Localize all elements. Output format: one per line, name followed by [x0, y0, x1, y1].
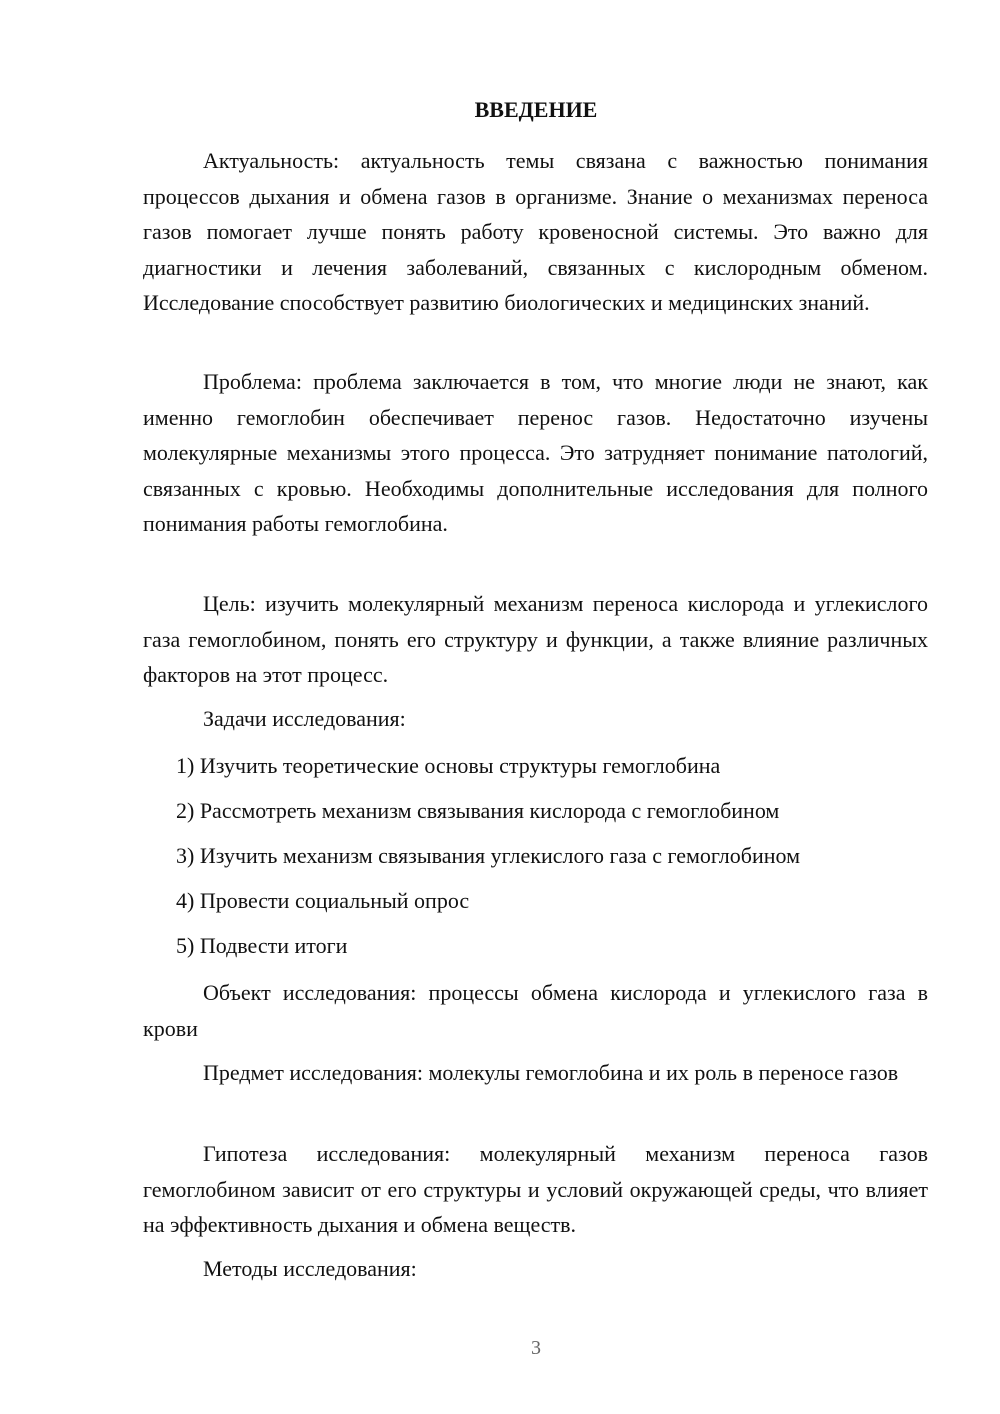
paragraph-subject: Предмет исследования: молекулы гемоглобина и их роль в переносе газов — [203, 1060, 899, 1085]
methods-heading: Методы исследования: — [203, 1256, 417, 1281]
paragraph-object: Объект исследования: процессы обмена кислорода и углекислого газа в крови — [143, 980, 928, 1041]
list-item: 3) Изучить механизм связывания углекислого газа с гемоглобином — [176, 843, 801, 868]
page-title: ВВЕДЕНИЕ — [474, 97, 598, 122]
list-item: 2) Рассмотреть механизм связывания кислорода с гемоглобином — [176, 798, 780, 823]
list-item: 1) Изучить теоретические основы структуры гемоглобина — [176, 753, 721, 778]
paragraph-problem: Проблема: проблема заключается в том, что многие люди не знают, как именно гемоглобин обеспечивает перенос газов. Недостаточно изучены молекулярные механизмы этого процесса. Это затрудняет понимание патологий, связанных с кровью. Необходимы дополнительные исследования для полного понимания работы гемоглобина. — [143, 369, 928, 536]
paragraph-relevance: Актуальность: актуальность темы связана с важностью понимания процессов дыхания и обмена газов в организме. Знание о механизмах переноса газов помогает лучше понять работу кровеносной системы. Это важно для диагностики и лечения заболеваний, связанных с кислородным обменом. Исследование способствует развитию биологических и медицинских знаний. — [143, 148, 928, 315]
paragraph-goal: Цель: изучить молекулярный механизм переноса кислорода и углекислого газа гемоглобином, понять его структуру и функции, а также влияние различных факторов на этот процесс. — [143, 591, 928, 687]
list-item: 4) Провести социальный опрос — [176, 888, 470, 913]
paragraph-hypothesis: Гипотеза исследования: молекулярный механизм переноса газов гемоглобином зависит от его структуры и условий окружающей среды, что влияет на эффективность дыхания и обмена веществ. — [143, 1141, 928, 1237]
page-number: 3 — [531, 1337, 541, 1359]
tasks-heading: Задачи исследования: — [203, 706, 406, 731]
list-item: 5) Подвести итоги — [176, 933, 348, 958]
